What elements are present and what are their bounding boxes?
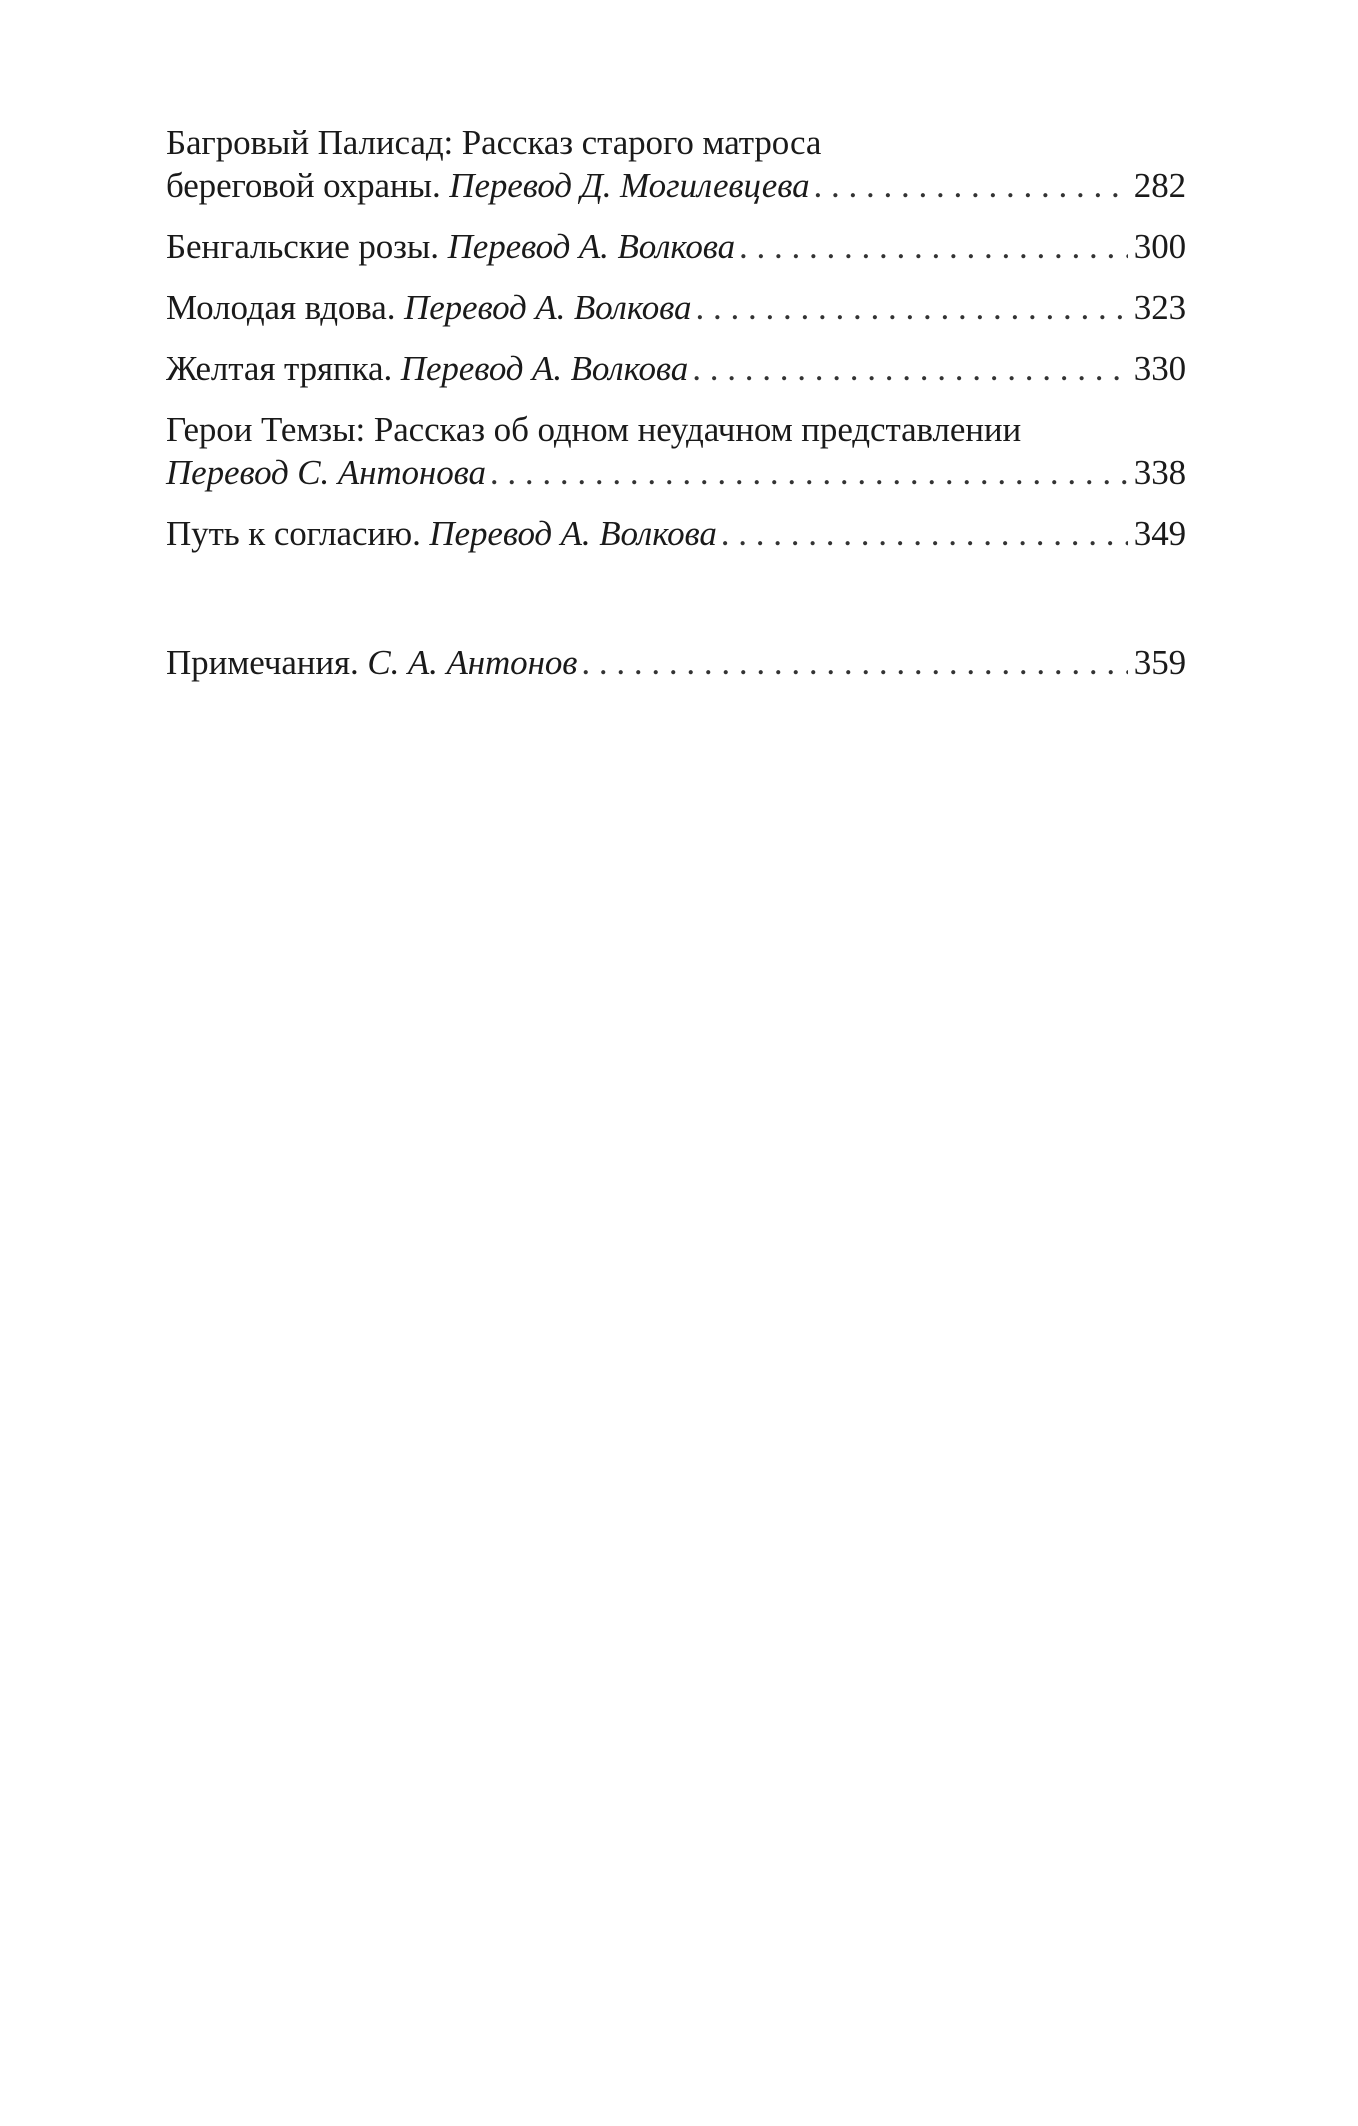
dot-leader [739, 225, 1128, 268]
toc-entry-title: Молодая вдова. [166, 288, 396, 327]
toc-entry-path-to-agreement [166, 512, 1186, 555]
dot-leader [695, 286, 1127, 329]
toc-entry-title: Бенгальские розы. [166, 227, 439, 266]
toc-entry-translator: Перевод А. Волкова [447, 227, 736, 266]
toc-entry-translator: Перевод С. Антонова [166, 453, 486, 492]
toc-entry-title-line: Багровый Палисад: Рассказ старого матроса [166, 123, 822, 162]
toc-entry-young-widow [166, 286, 1186, 329]
toc-entry-title: Путь к согласию. [166, 514, 421, 553]
toc-entry-page: 300 [1133, 227, 1186, 266]
toc-entry-page: 330 [1133, 349, 1186, 388]
toc-entry-title: Примечания. [166, 643, 359, 682]
toc-entry-title-line: Герои Темзы: Рассказ об одном неудачном представлении [166, 410, 1022, 449]
dot-leader [721, 512, 1128, 555]
toc-entry-title: береговой охраны. [166, 166, 441, 205]
toc-entry-translator: Перевод А. Волкова [429, 514, 717, 553]
toc-entry-bengal-roses [166, 225, 1186, 268]
toc-entry-translator: Перевод Д. Могилевцева [449, 166, 810, 205]
toc-entry-author: С. А. Антонов [367, 643, 578, 682]
toc-entry-crimson-palisade [166, 121, 1186, 207]
dot-leader [813, 164, 1127, 207]
dot-leader [490, 451, 1128, 494]
toc-entry-translator: Перевод А. Волкова [404, 288, 692, 327]
toc-entry-title: Желтая тряпка. [166, 349, 393, 388]
toc-entry-translator: Перевод А. Волкова [400, 349, 689, 388]
toc-entry-page: 323 [1133, 288, 1186, 327]
toc-entry-page: 282 [1133, 166, 1186, 205]
table-of-contents [166, 121, 1186, 702]
dot-leader [692, 347, 1128, 390]
toc-entry-yellow-rag [166, 347, 1186, 390]
toc-entry-page: 338 [1133, 453, 1186, 492]
dot-leader [581, 641, 1127, 684]
toc-entry-heroes-of-thames [166, 408, 1186, 494]
toc-entry-notes [166, 641, 1186, 684]
toc-entry-page: 349 [1133, 514, 1186, 553]
toc-entry-page: 359 [1133, 643, 1186, 682]
